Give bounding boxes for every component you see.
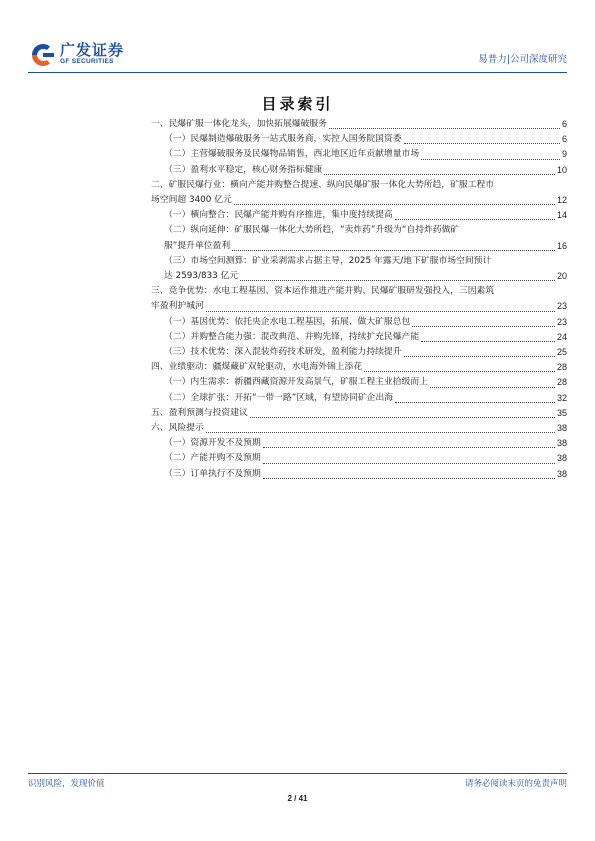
toc-entry-text: 三、竞争优势：水电工程基因、资本运作推进产能并购、民爆矿服研发强投入，三因素筑 <box>151 286 495 297</box>
toc-entry-text-continued: 服”提升单位盈利 <box>164 240 231 251</box>
toc-page-number: 38 <box>556 423 567 434</box>
toc-section-entry[interactable] <box>151 360 567 375</box>
toc-dot-leader <box>206 432 555 433</box>
toc-section-entry[interactable] <box>151 178 567 208</box>
toc-entry-text: 四、业绩驱动：疆煤藏矿双轮驱动，水电海外锦上添花 <box>151 362 363 373</box>
toc-entry-text: 五、盈利预测与投资建议 <box>151 407 248 418</box>
toc-entry-text: （一）资源开发不及预期 <box>164 438 261 449</box>
toc-dot-leader <box>404 143 560 144</box>
toc-page-number: 20 <box>556 271 567 282</box>
page-header <box>28 38 567 72</box>
toc-entry-text: （二）主营爆破服务及民爆物品销售，西北地区近年贡献增量市场 <box>164 149 420 160</box>
toc-entry-text: （三）市场空间测算：矿业采剥需求占据主导，2025 年露天/地下矿服市场空间预计 <box>164 255 492 266</box>
toc-dot-leader <box>364 371 555 372</box>
toc-subsection-entry[interactable] <box>164 208 567 223</box>
toc-entry-text: （三）订单执行不及预期 <box>164 468 261 479</box>
logo-chinese-name: 广发证券 <box>60 41 125 59</box>
toc-dot-leader <box>263 478 555 479</box>
toc-page-number: 38 <box>556 453 567 464</box>
toc-dot-leader <box>263 447 555 448</box>
gf-logo-icon <box>28 40 58 70</box>
footer-divider <box>28 773 567 774</box>
toc-page-number: 28 <box>556 377 567 388</box>
toc-dot-leader <box>263 463 555 464</box>
toc-page-number: 23 <box>556 316 567 327</box>
toc-dot-leader <box>421 341 555 342</box>
toc-subsection-entry[interactable] <box>164 223 567 253</box>
toc-page-number: 32 <box>556 392 567 403</box>
toc-dot-leader <box>404 356 555 357</box>
toc-entry-text: （二）并购整合能力强：混改典范、并购先锋，持续扩充民爆产能 <box>164 331 420 342</box>
toc-entry-text: （一）横向整合：民爆产能并购有序推进，集中度持续提高 <box>164 210 393 221</box>
toc-subsection-entry[interactable] <box>164 254 567 284</box>
toc-page-number: 10 <box>556 164 567 175</box>
toc-dot-leader <box>395 219 555 220</box>
page-number: 2 / 41 <box>287 794 308 803</box>
toc-page-number: 35 <box>556 407 567 418</box>
toc-subsection-entry[interactable] <box>164 375 567 390</box>
toc-dot-leader <box>395 402 555 403</box>
toc-entry-text-continued: 牢盈利护城河 <box>151 301 204 312</box>
toc-subsection-entry[interactable] <box>164 147 567 162</box>
toc-dot-leader <box>324 174 555 175</box>
toc-dot-leader <box>412 326 555 327</box>
toc-entry-text-continued: 达 2593/833 亿元 <box>164 271 239 282</box>
toc-entry-text-continued: 场空间超 3400 亿元 <box>151 195 232 206</box>
toc-page-number: 12 <box>556 195 567 206</box>
toc-page-number: 16 <box>556 240 567 251</box>
gf-securities-logo <box>28 38 158 72</box>
toc-dot-leader <box>329 128 560 129</box>
toc-subsection-entry[interactable] <box>164 315 567 330</box>
toc-entry-text: （一）基因优势：依托央企水电工程基因，拓展、做大矿服总包 <box>164 316 411 327</box>
toc-section-entry[interactable] <box>151 421 567 436</box>
toc-subsection-entry[interactable] <box>164 436 567 451</box>
toc-page-number: 23 <box>556 301 567 312</box>
toc-subsection-entry[interactable] <box>164 451 567 466</box>
toc-subsection-entry[interactable] <box>164 163 567 178</box>
toc-subsection-entry[interactable] <box>164 467 567 482</box>
toc-page-number: 6 <box>561 119 567 129</box>
toc-dot-leader <box>232 250 555 251</box>
toc-dot-leader <box>250 417 555 418</box>
toc-subsection-entry[interactable] <box>164 391 567 406</box>
logo-english-name: GF SECURITIES <box>60 58 114 65</box>
toc-page-number: 14 <box>556 210 567 221</box>
toc-entry-text: （二）产能并购不及预期 <box>164 453 261 464</box>
toc-page-number: 28 <box>556 362 567 373</box>
toc-page-number: 6 <box>561 134 567 145</box>
toc-dot-leader <box>234 204 555 205</box>
toc-entry-text: 六、风险提示 <box>151 423 204 434</box>
toc-entry-text: （三）盈利水平稳定，核心财务指标健康 <box>164 164 323 175</box>
toc-dot-leader <box>206 311 555 312</box>
footer-slogan: 识别风险，发现价值 <box>28 779 105 789</box>
toc-subsection-entry[interactable] <box>164 345 567 360</box>
toc-page-number: 9 <box>561 149 567 160</box>
toc-page-number: 38 <box>556 468 567 479</box>
toc-subsection-entry[interactable] <box>164 132 567 147</box>
toc-title: 目录索引 <box>261 95 334 113</box>
toc-dot-leader <box>430 387 555 388</box>
toc-entry-text: 二、矿服民爆行业：横向产能并购整合提速、纵向民爆矿服一体化大势所趋，矿服工程市 <box>151 179 495 190</box>
toc-entry-text: （三）技术优势：深入混装炸药技术研发，盈利能力持续提升 <box>164 347 402 358</box>
toc-entry-text: 一、民爆矿服一体化龙头，加快拓展爆破服务 <box>151 119 327 129</box>
toc-dot-leader <box>421 159 560 160</box>
header-divider <box>28 72 567 73</box>
toc-entry-text: （二）纵向延伸：矿服民爆一体化大势所趋，“卖炸药”升级为“自持炸药做矿 <box>164 225 460 236</box>
toc-section-entry[interactable] <box>151 117 567 132</box>
toc-section-entry[interactable] <box>151 406 567 421</box>
table-of-contents <box>151 117 567 482</box>
toc-page-number: 25 <box>556 347 567 358</box>
toc-section-entry[interactable] <box>151 284 567 314</box>
toc-page-number: 24 <box>556 331 567 342</box>
toc-entry-text: （一）内生需求：新疆西藏资源开发高景气，矿服工程主业拾级而上 <box>164 377 428 388</box>
toc-subsection-entry[interactable] <box>164 330 567 345</box>
toc-dot-leader <box>240 280 555 281</box>
toc-page-number: 38 <box>556 438 567 449</box>
footer-disclaimer: 请务必阅读末页的免责声明 <box>464 779 567 789</box>
toc-entry-text: （一）民爆制造爆破服务一站式服务商，实控人国务院国资委 <box>164 134 402 145</box>
toc-entry-text: （二）全球扩张：开拓“一带一路”区域，有望协同矿企出海 <box>164 392 394 403</box>
report-label: 易普力|公司深度研究 <box>478 54 567 65</box>
